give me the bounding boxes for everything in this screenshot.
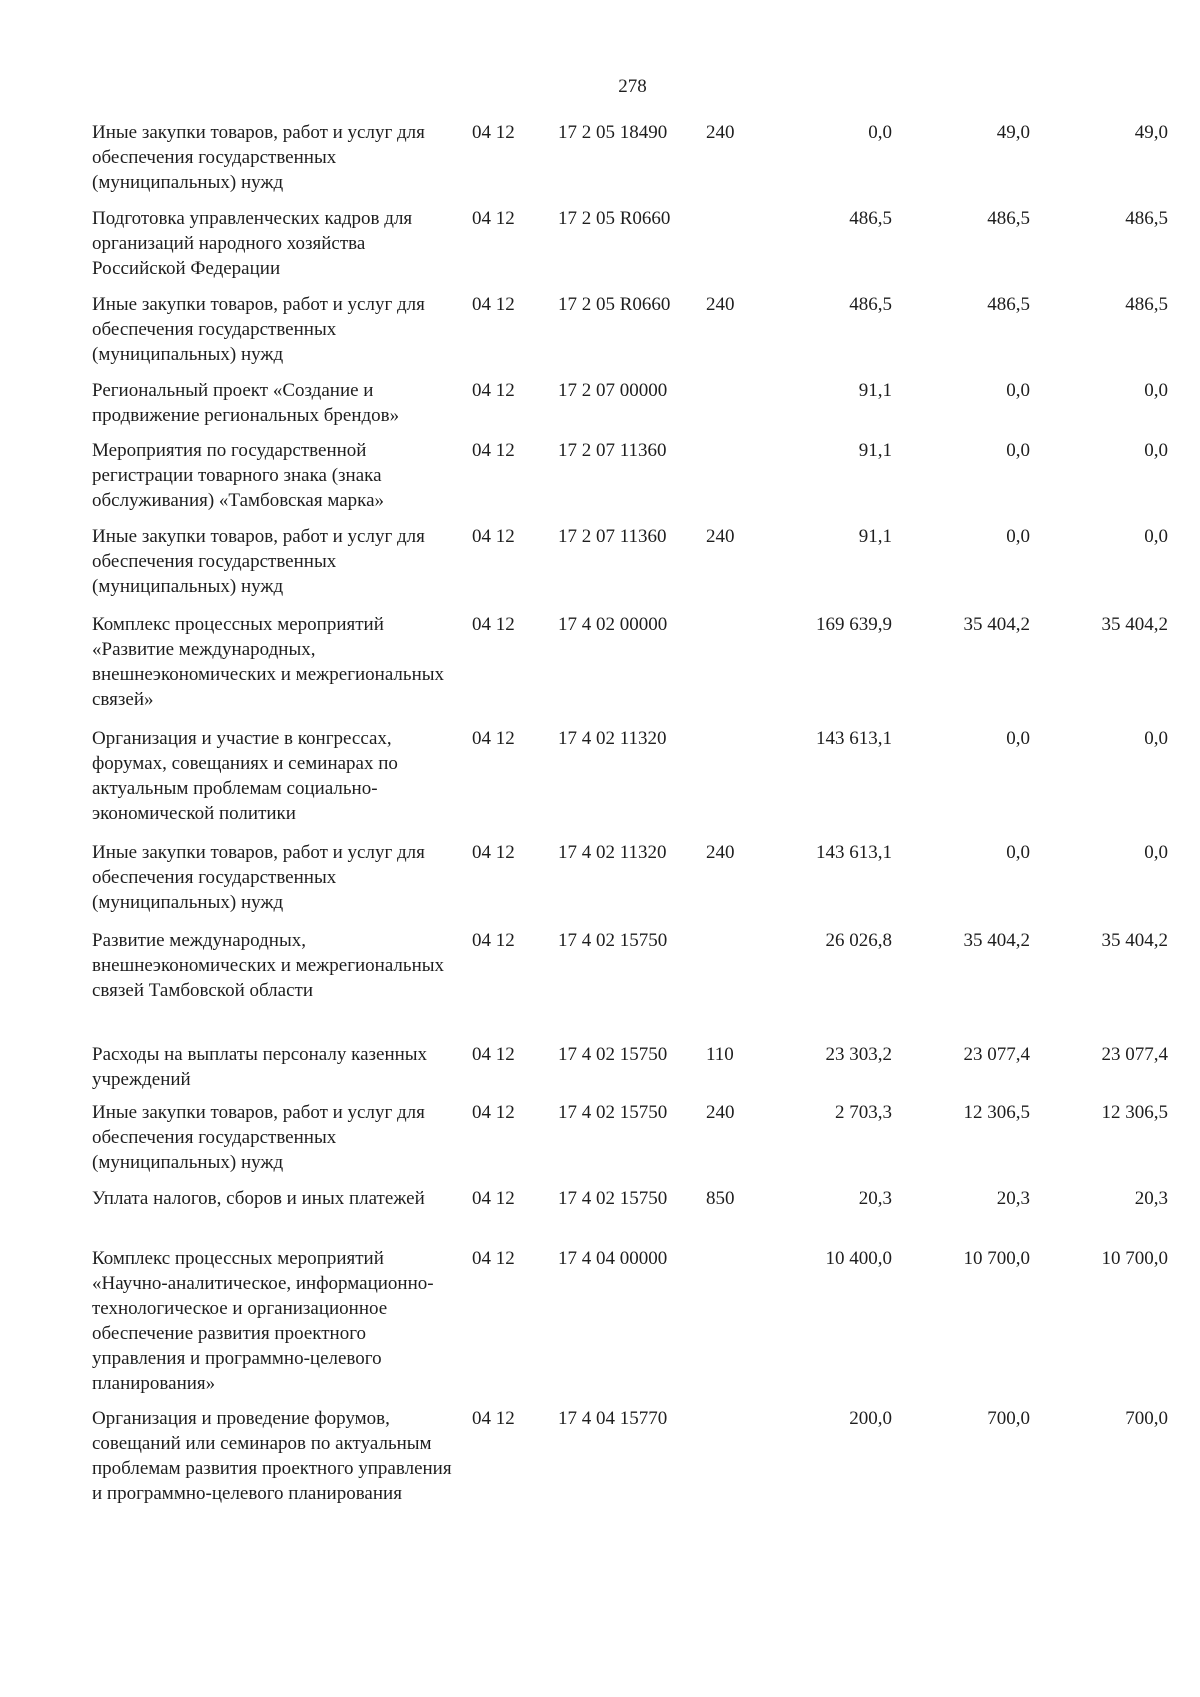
row-section: 04 12 [472,440,515,461]
row-value-2: 35 404,2 [963,930,1030,951]
row-value-2: 23 077,4 [963,1044,1030,1065]
row-description: Подготовка управленческих кадров для организаций народного хозяйства Российской Федерации [92,208,413,279]
row-expense-type: 240 [706,294,735,315]
row-section: 04 12 [472,122,515,143]
row-description: Организация и участие в конгрессах, форумах, совещаниях и семинарах по актуальным проблемам социально-экономической политики [92,728,398,824]
row-value-3: 486,5 [1125,294,1168,315]
row-value-3: 49,0 [1134,122,1168,143]
row-target-code: 17 4 02 15750 [558,1102,668,1123]
row-section: 04 12 [472,1044,515,1065]
row-value-1: 169 639,9 [816,614,892,635]
row-value-1: 23 303,2 [825,1044,892,1065]
row-section: 04 12 [472,526,515,547]
row-value-3: 35 404,2 [1101,930,1168,951]
row-expense-type: 240 [706,122,735,143]
row-section: 04 12 [472,208,515,229]
row-value-1: 143 613,1 [816,728,892,749]
row-value-1: 91,1 [858,380,892,401]
row-section: 04 12 [472,1188,515,1209]
row-value-1: 0,0 [868,122,892,143]
row-value-3: 0,0 [1144,842,1168,863]
row-target-code: 17 2 05 R0660 [558,208,671,229]
row-value-3: 700,0 [1125,1408,1168,1429]
row-value-3: 20,3 [1134,1188,1168,1209]
row-value-2: 10 700,0 [963,1248,1030,1269]
row-value-1: 26 026,8 [825,930,892,951]
row-value-2: 0,0 [1006,526,1030,547]
row-value-1: 2 703,3 [835,1102,892,1123]
row-description: Иные закупки товаров, работ и услуг для обеспечения государственных (муниципальных) нужд [92,122,425,193]
row-value-2: 20,3 [996,1188,1030,1209]
row-expense-type: 850 [706,1188,735,1209]
row-value-1: 91,1 [858,526,892,547]
row-description: Иные закупки товаров, работ и услуг для обеспечения государственных (муниципальных) нужд [92,1102,425,1173]
row-section: 04 12 [472,294,515,315]
row-value-3: 0,0 [1144,440,1168,461]
row-expense-type: 240 [706,842,735,863]
row-value-2: 486,5 [987,208,1030,229]
row-description: Региональный проект «Создание и продвижение региональных брендов» [92,380,400,426]
row-target-code: 17 4 02 15750 [558,1044,668,1065]
row-target-code: 17 2 05 R0660 [558,294,671,315]
row-value-3: 35 404,2 [1101,614,1168,635]
row-target-code: 17 2 07 00000 [558,380,668,401]
row-value-2: 35 404,2 [963,614,1030,635]
row-value-3: 486,5 [1125,208,1168,229]
row-value-1: 143 613,1 [816,842,892,863]
row-section: 04 12 [472,1102,515,1123]
row-value-2: 49,0 [996,122,1030,143]
row-target-code: 17 4 02 11320 [558,842,667,863]
row-section: 04 12 [472,1248,515,1269]
row-description: Иные закупки товаров, работ и услуг для обеспечения государственных (муниципальных) нужд [92,842,425,913]
row-target-code: 17 4 02 15750 [558,1188,668,1209]
row-value-3: 0,0 [1144,526,1168,547]
row-value-1: 486,5 [849,208,892,229]
row-expense-type: 240 [706,1102,735,1123]
row-target-code: 17 4 02 00000 [558,614,668,635]
row-value-3: 0,0 [1144,380,1168,401]
row-value-2: 0,0 [1006,842,1030,863]
row-section: 04 12 [472,380,515,401]
row-value-2: 0,0 [1006,728,1030,749]
row-target-code: 17 4 04 15770 [558,1408,668,1429]
row-section: 04 12 [472,930,515,951]
row-value-1: 91,1 [858,440,892,461]
row-expense-type: 110 [706,1044,734,1065]
row-value-1: 486,5 [849,294,892,315]
page-number: 278 [618,76,647,97]
row-value-3: 12 306,5 [1101,1102,1168,1123]
row-description: Уплата налогов, сборов и иных платежей [92,1188,425,1209]
row-section: 04 12 [472,614,515,635]
row-description: Иные закупки товаров, работ и услуг для обеспечения государственных (муниципальных) нужд [92,294,425,365]
row-section: 04 12 [472,1408,515,1429]
row-value-2: 700,0 [987,1408,1030,1429]
row-target-code: 17 2 07 11360 [558,526,667,547]
row-value-2: 0,0 [1006,380,1030,401]
row-value-1: 200,0 [849,1408,892,1429]
row-description: Мероприятия по государственной регистрации товарного знака (знака обслуживания) «Тамбовская марка» [92,440,385,511]
row-section: 04 12 [472,728,515,749]
row-value-3: 10 700,0 [1101,1248,1168,1269]
row-target-code: 17 4 02 11320 [558,728,667,749]
row-description: Комплекс процессных мероприятий «Научно-аналитическое, информационно-технологическое и организационное обеспечение развития проектного управления и программно-целевого планирования» [92,1248,434,1394]
row-section: 04 12 [472,842,515,863]
row-target-code: 17 2 05 18490 [558,122,668,143]
row-value-3: 23 077,4 [1101,1044,1168,1065]
row-description: Иные закупки товаров, работ и услуг для обеспечения государственных (муниципальных) нужд [92,526,425,597]
row-value-2: 12 306,5 [963,1102,1030,1123]
row-value-2: 0,0 [1006,440,1030,461]
row-target-code: 17 4 02 15750 [558,930,668,951]
row-description: Расходы на выплаты персоналу казенных учреждений [92,1044,428,1090]
row-value-1: 10 400,0 [825,1248,892,1269]
row-value-1: 20,3 [858,1188,892,1209]
row-expense-type: 240 [706,526,735,547]
row-target-code: 17 2 07 11360 [558,440,667,461]
row-description: Комплекс процессных мероприятий «Развитие международных, внешнеэкономических и межрегиональных связей» [92,614,445,710]
row-target-code: 17 4 04 00000 [558,1248,668,1269]
row-value-3: 0,0 [1144,728,1168,749]
row-value-2: 486,5 [987,294,1030,315]
row-description: Организация и проведение форумов, совещаний или семинаров по актуальным проблемам развития проектного управления и программно-целевого планирования [92,1408,452,1504]
row-description: Развитие международных, внешнеэкономических и межрегиональных связей Тамбовской области [92,930,445,1001]
